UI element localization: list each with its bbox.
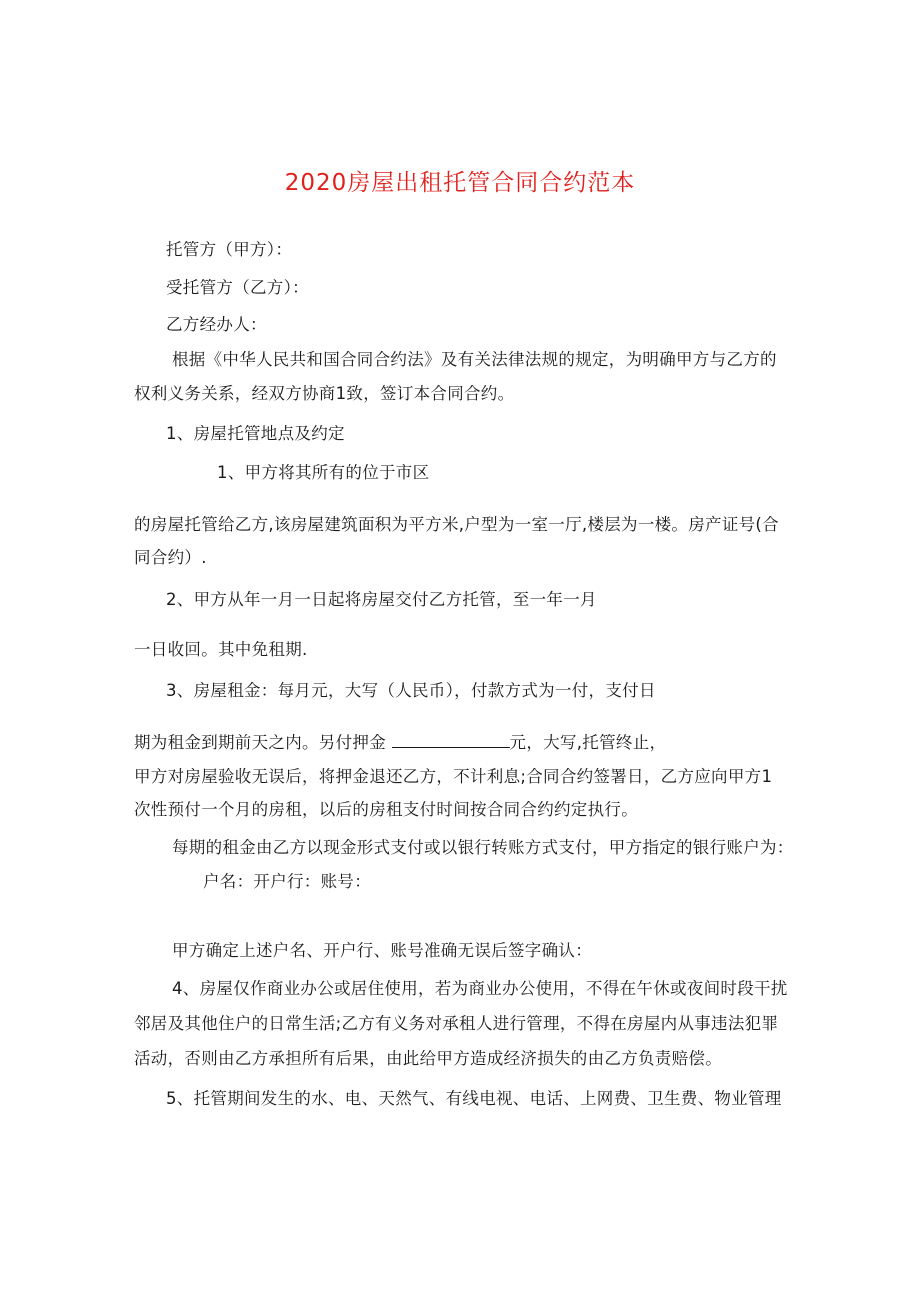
payment-line-2: 户名：开户行：账号： bbox=[203, 872, 371, 891]
payment-line-1: 每期的租金由乙方以现金形式支付或以银行转账方式支付，甲方指定的银行账户为： bbox=[172, 838, 794, 857]
clause-3-line-3: 甲方对房屋验收无误后，将押金退还乙方，不计利息;合同合约签署日，乙方应向甲方1 bbox=[134, 767, 773, 786]
preamble-line-1: 根据《中华人民共和国合同合约法》及有关法律法规的规定，为明确甲方与乙方的 bbox=[172, 350, 777, 369]
party-b-label: 受托管方（乙方）： bbox=[166, 278, 309, 297]
clause-3-line-2 bbox=[134, 733, 666, 753]
clause-5-line-1: 5、托管期间发生的水、电、天然气、有线电视、电话、上网费、卫生费、物业管理 bbox=[166, 1089, 782, 1108]
clause-2-line-2: 一日收回。其中免租期. bbox=[134, 640, 308, 659]
clause-1-line-3: 同合约）. bbox=[134, 548, 207, 567]
clause-2-line-1: 2、甲方从年一月一日起将房屋交付乙方托管，至一年一月 bbox=[166, 590, 597, 609]
clause-1-line-2: 的房屋托管给乙方,该房屋建筑面积为平方米,户型为一室一厅,楼层为一楼。房产证号(合 bbox=[134, 515, 779, 534]
clause-4-line-3: 活动，否则由乙方承担所有后果，由此给甲方造成经济损失的由乙方负责赔偿。 bbox=[134, 1049, 722, 1068]
clause-3-line-2-end: 元，大写,托管终止， bbox=[509, 733, 667, 752]
confirm-line: 甲方确定上述户名、开户行、账号准确无误后签字确认： bbox=[172, 941, 592, 960]
clause-4-line-2: 邻居及其他住户的日常生活;乙方有义务对承租人进行管理，不得在房屋内从事违法犯罪 bbox=[134, 1014, 779, 1033]
clause-3-line-1: 3、房屋租金：每月元，大写（人民币），付款方式为一付，支付日 bbox=[166, 681, 656, 700]
deposit-blank bbox=[392, 733, 510, 748]
clause-3-line-2-start: 期为租金到期前天之内。另付押金 bbox=[134, 733, 392, 752]
agent-label: 乙方经办人： bbox=[166, 315, 267, 334]
document-title: 2020房屋出租托管合同合约范本 bbox=[284, 170, 636, 196]
clause-3-line-4: 次性预付一个月的房租，以后的房租支付时间按合同合约约定执行。 bbox=[134, 800, 638, 819]
preamble-line-2: 权利义务关系，经双方协商1致，签订本合同合约。 bbox=[134, 384, 515, 403]
clause-1-line-1: 1、甲方将其所有的位于市区 bbox=[217, 463, 430, 482]
clause-4-line-1: 4、房屋仅作商业办公或居住使用，若为商业办公使用，不得在午休或夜间时段干扰 bbox=[172, 979, 788, 998]
section-1-heading: 1、房屋托管地点及约定 bbox=[166, 424, 345, 443]
party-a-label: 托管方（甲方）： bbox=[166, 240, 293, 259]
